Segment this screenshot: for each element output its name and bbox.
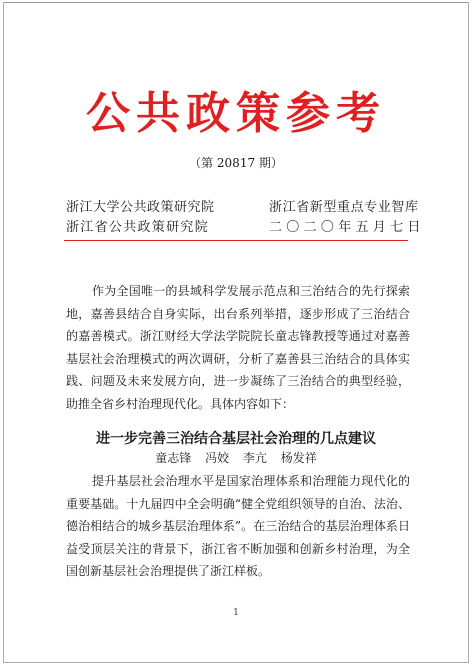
publisher-right-1: 浙江省新型重点专业智库 [269,200,419,215]
body-paragraph: 提升基层社会治理水平是国家治理体系和治理能力现代化的重要基础。十九届四中全会明确“健全党组织领导的自治、法治、德治相结合的城乡基层治理体系”。在三治结合的基层治理体系日益受顶层关注的背景下，浙江省不断加强和创新乡村治理，为全国创新基层社会治理提供了浙江样板。 [66,474,410,578]
page-number: 1 [233,608,239,618]
page-border-top [3,2,469,3]
article-title: 进一步完善三治结合基层社会治理的几点建议 [96,431,376,447]
publication-date: 二〇二〇年五月七日 [269,220,425,235]
header-divider [64,240,408,241]
publisher-left-1: 浙江大学公共政策研究院 [66,200,215,215]
masthead-title: 公共政策参考 [86,88,386,139]
intro-paragraph: 作为全国唯一的县域科学发展示范点和三治结合的先行探索地，嘉善县结合自身实际，出台系列举措，逐步形成了三治结合的嘉善模式。浙江财经大学法学院院长童志锋教授等通过对嘉善基层社会治理模式的两次调研，分析了嘉善县三治结合的具体实践、问题及未来发展方向，进一步凝练了三治结合的典型经验，助推全省乡村治理现代化。具体内容如下： [66,284,410,411]
issue-number: （第 20817 期） [189,156,283,170]
article-authors: 童志锋 冯姣 李亢 杨发祥 [155,451,317,465]
intro-section [66,280,410,415]
article-body [66,470,410,583]
publisher-left-2: 浙江省公共政策研究院 [66,220,210,235]
page-border-bottom [3,662,469,663]
